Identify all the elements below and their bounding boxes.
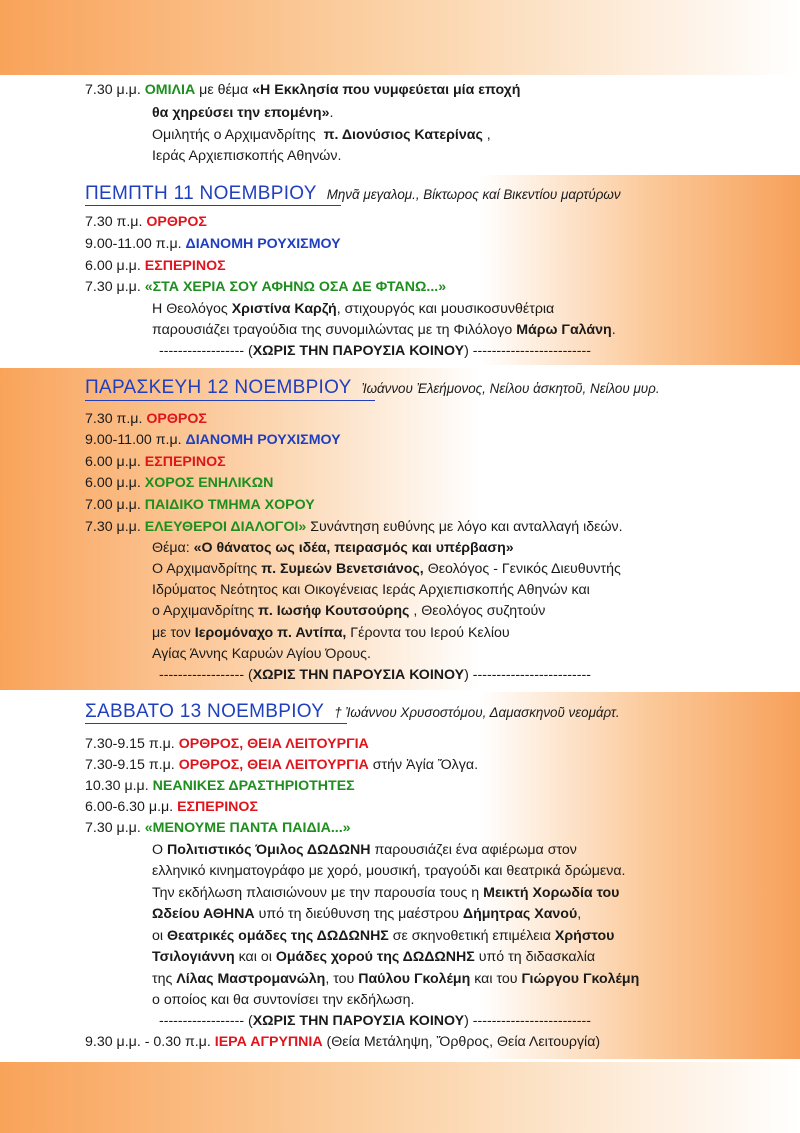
group-name: Ωδείου ΑΘΗΝΑ <box>152 906 255 922</box>
event-row <box>85 755 478 775</box>
text: σε σκηνοθετική επιμέλεια <box>388 928 555 944</box>
event-title: ΧΟΡΟΣ ΕΝΗΛΙΚΩΝ <box>144 475 274 491</box>
event-time: 7.30 π.μ. <box>85 214 143 230</box>
note-text: ΧΩΡΙΣ ΤΗΝ ΠΑΡΟΥΣΙΑ ΚΟΙΝΟΥ <box>252 1013 465 1029</box>
day-title: ΠΑΡΑΣΚΕΥΗ 12 ΝΟΕΜΒΡΙΟΥ <box>85 377 352 398</box>
event-time: 7.30-9.15 π.μ. <box>85 757 175 773</box>
text: ) ------------------------- <box>464 667 591 683</box>
text: Ιδρύματος Νεότητος και Οικογένειας Ιεράς Αρχιεπισκοπής Αθηνών και <box>152 582 590 598</box>
event-row <box>85 234 341 254</box>
event-time: 9.00-11.00 π.μ. <box>85 432 182 448</box>
event-title: ΙΕΡΑ ΑΓΡΥΠΝΙΑ <box>214 1034 323 1050</box>
event-row <box>85 212 207 232</box>
event-description <box>152 840 577 860</box>
event-title: ΟΡΘΡΟΣ <box>146 411 207 427</box>
event-description <box>152 299 554 319</box>
person-name: Ιερομόναχο π. Αντίπα, <box>194 625 347 641</box>
event-time: 7.30-9.15 π.μ. <box>85 736 175 752</box>
person-name: Χριστίνα Καρζή <box>231 301 337 317</box>
person-name: Παύλου Γκολέμη <box>358 971 471 987</box>
event-title: «ΜΕΝΟΥΜΕ ΠΑΝΤΑ ΠΑΙΔΙΑ...» <box>144 820 351 836</box>
event-time: 7.30 μ.μ. <box>85 279 141 295</box>
group-name: Ομάδες χορού της ΔΩΔΩΝΗΣ <box>275 949 475 965</box>
event-time: 7.30 μ.μ. <box>85 820 141 836</box>
event-row <box>85 495 315 515</box>
event-row <box>85 1032 600 1052</box>
text: στήν Ἁγία Ὄλγα. <box>368 757 479 773</box>
event-row <box>85 409 207 429</box>
event-title: ΝΕΑΝΙΚΕΣ ΔΡΑΣΤΗΡΙΟΤΗΤΕΣ <box>152 778 355 794</box>
no-audience-note <box>159 341 591 361</box>
note-text: ΧΩΡΙΣ ΤΗΝ ΠΑΡΟΥΣΙΑ ΚΟΙΝΟΥ <box>252 667 465 683</box>
theme-text: θα χηρεύσει την επομένη» <box>152 105 330 121</box>
note-text: ΧΩΡΙΣ ΤΗΝ ΠΑΡΟΥΣΙΑ ΚΟΙΝΟΥ <box>252 343 465 359</box>
event-description <box>152 601 545 621</box>
text: με θέμα <box>199 82 249 98</box>
event-row <box>85 517 623 537</box>
event-row <box>85 818 351 838</box>
day-underline <box>85 205 341 206</box>
text: της <box>152 971 177 987</box>
text: με τον <box>152 625 195 641</box>
text: ) ------------------------- <box>464 1013 591 1029</box>
person-name: π. Συμεών Βενετσιάνος, <box>261 561 424 577</box>
event-time: 7.30 μ.μ. <box>85 82 141 98</box>
text: ) ------------------------- <box>464 343 591 359</box>
day-title: ΠΕΜΠΤΗ 11 ΝΟΕΜΒΡΙΟΥ <box>85 183 317 204</box>
event-title: ΕΛΕΥΘΕΡΟΙ ΔΙΑΛΟΓΟΙ» <box>144 519 307 535</box>
text: παρουσιάζει ένα αφιέρωμα στον <box>370 842 577 858</box>
theme-text: «Η Εκκλησία που νυμφεύεται μία εποχή <box>252 82 521 98</box>
text: Ο Αρχιμανδρίτης <box>152 561 262 577</box>
no-audience-note <box>159 665 591 685</box>
event-row <box>85 734 369 754</box>
event-time: 6.00 μ.μ. <box>85 258 141 274</box>
text: παρουσιάζει τραγούδια της συνομιλώντας με τη Φιλόλογο <box>152 322 517 338</box>
text: Η Θεολόγος <box>152 301 232 317</box>
day-underline <box>85 723 347 724</box>
event-title: ΔΙΑΝΟΜΗ ΡΟΥΧΙΣΜΟΥ <box>185 432 341 448</box>
event-title: ΟΡΘΡΟΣ, ΘΕΙΑ ΛΕΙΤΟΥΡΓΙΑ <box>178 736 369 752</box>
text: , στιχουργός και μουσικοσυνθέτρια <box>336 301 555 317</box>
text: Ο <box>152 842 167 858</box>
event-description <box>152 538 514 558</box>
text: , Θεολόγος συζητούν <box>409 603 546 619</box>
event-description <box>152 883 619 903</box>
event-title: ΔΙΑΝΟΜΗ ΡΟΥΧΙΣΜΟΥ <box>185 236 341 252</box>
event-time: 6.00 μ.μ. <box>85 475 141 491</box>
day-header-friday <box>85 376 660 401</box>
person-name: Τσιλογιάννη <box>152 949 235 965</box>
event-time: 9.00-11.00 π.μ. <box>85 236 182 252</box>
event-title: ΠΑΙΔΙΚΟ ΤΜΗΜΑ ΧΟΡΟΥ <box>144 497 315 513</box>
event-description <box>152 990 415 1010</box>
event-title: ΕΣΠΕΡΙΝΟΣ <box>144 258 226 274</box>
text: και οι <box>234 949 276 965</box>
event-title: ΕΣΠΕΡΙΝΟΣ <box>177 799 258 815</box>
text: Θεολόγος - Γενικός Διευθυντής <box>423 561 621 577</box>
text: ελληνικό κινηματογράφο με χορό, μουσική, τραγούδι και θεατρικά δρώμενα. <box>152 863 626 879</box>
event-time: 7.30 μ.μ. <box>85 519 141 535</box>
event-time: 9.30 μ.μ. - 0.30 π.μ. <box>85 1034 211 1050</box>
text: . <box>611 322 616 338</box>
group-name: Θεατρικές ομάδες της ΔΩΔΩΝΗΣ <box>166 928 389 944</box>
event-title: ΟΡΘΡΟΣ <box>146 214 207 230</box>
event-time: 7.00 μ.μ. <box>85 497 141 513</box>
text: ο οποίος και θα συντονίσει την εκδήλωση. <box>152 992 415 1008</box>
event-description <box>152 559 621 579</box>
text: Αγίας Άννης Καρυών Αγίου Όρους. <box>152 646 371 662</box>
theme-text: «Ο θάνατος ως ιδέα, πειρασμός και υπέρβαση» <box>193 540 514 556</box>
event-row <box>85 452 226 472</box>
event-title: ΟΡΘΡΟΣ, ΘΕΙΑ ΛΕΙΤΟΥΡΓΙΑ <box>178 757 369 773</box>
text: Γέροντα του Ιερού Κελίου <box>346 625 510 641</box>
event-description <box>152 926 614 946</box>
intro-line-1 <box>85 80 520 100</box>
text: οι <box>152 928 167 944</box>
person-name: Γιώργου Γκολέμη <box>521 971 640 987</box>
event-time: 6.00-6.30 μ.μ. <box>85 799 174 815</box>
event-description <box>152 861 625 881</box>
person-name: Μάρω Γαλάνη <box>516 322 612 338</box>
text: υπό τη διδασκαλία <box>474 949 596 965</box>
text: ------------------ ( <box>159 343 253 359</box>
event-description <box>152 623 510 643</box>
event-description <box>152 580 590 600</box>
text: ο Αρχιμανδρίτης <box>152 603 259 619</box>
event-row <box>85 430 341 450</box>
text: , <box>482 127 491 143</box>
event-row <box>85 277 446 297</box>
event-title: ΕΣΠΕΡΙΝΟΣ <box>144 454 226 470</box>
person-name: Δήμητρας Χανού <box>462 906 578 922</box>
event-description <box>152 947 595 967</box>
text: Συνάντηση ευθύνης με λόγο και ανταλλαγή ιδεών. <box>306 519 623 535</box>
group-name: Πολιτιστικός Όμιλος ΔΩΔΩΝΗ <box>166 842 371 858</box>
event-description <box>152 320 616 340</box>
text: και του <box>470 971 522 987</box>
person-name: π. Ιωσήφ Κουτσούρης <box>258 603 410 619</box>
text: . <box>329 105 334 121</box>
text: (Θεία Μετάληψη, Ὄρθρος, Θεία Λειτουργία) <box>322 1034 601 1050</box>
intro-line-4 <box>152 146 341 166</box>
person-name: Χρήστου <box>554 928 615 944</box>
event-time: 6.00 μ.μ. <box>85 454 141 470</box>
text: Ιεράς Αρχιεπισκοπής Αθηνών. <box>152 148 342 164</box>
event-row <box>85 776 355 796</box>
event-title: «ΣΤΑ ΧΕΡΙΑ ΣΟΥ ΑΦΗΝΩ ΟΣΑ ΔΕ ΦΤΑΝΩ...» <box>144 279 447 295</box>
event-description <box>152 969 639 989</box>
event-row <box>85 797 258 817</box>
intro-line-2 <box>152 103 333 123</box>
event-description: Ωδείου ΑΘΗΝΑ υπό τη διεύθυνση της μαέστρου Δήμητρας Χανού, <box>152 906 582 922</box>
text: , του <box>325 971 359 987</box>
day-underline <box>85 400 375 401</box>
event-row <box>85 473 273 493</box>
text: Την εκδήλωση πλαισιώνουν με την παρουσία τους η <box>152 885 484 901</box>
saints-of-day: Ἰωάννου Ἐλεήμονος, Νείλου ἀσκητοῦ, Νείλου μυρ. <box>361 381 660 396</box>
event-row <box>85 256 226 276</box>
text: ------------------ ( <box>159 667 253 683</box>
text: ------------------ ( <box>159 1013 253 1029</box>
group-name: Μεικτή Χορωδία του <box>483 885 620 901</box>
text: υπό τη διεύθυνση της μαέστρου <box>254 906 463 922</box>
day-header-thursday <box>85 182 621 207</box>
event-title: ΟΜΙΛΙΑ <box>144 82 196 98</box>
text: Θέμα: <box>152 540 194 556</box>
event-time: 7.30 π.μ. <box>85 411 143 427</box>
no-audience-note <box>159 1011 591 1031</box>
day-header-saturday <box>85 700 620 725</box>
speaker-name: π. Διονύσιος Κατερίνας <box>323 127 483 143</box>
person-name: Λίλας Μαστρομανώλη <box>176 971 326 987</box>
event-time: 10.30 μ.μ. <box>85 778 149 794</box>
day-title: ΣΑΒΒΑΤΟ 13 ΝΟΕΜΒΡΙΟΥ <box>85 701 325 722</box>
saints-of-day: Μηνᾶ μεγαλομ., Βίκτωρος καί Βικεντίου μαρτύρων <box>326 187 621 202</box>
event-description <box>152 644 371 664</box>
text: Ομιλητής ο Αρχιμανδρίτης <box>152 127 316 143</box>
intro-line-3 <box>152 125 491 145</box>
saints-of-day: † Ἰωάννου Χρυσοστόμου, Δαμασκηνοῦ νεομάρτ. <box>334 705 620 720</box>
